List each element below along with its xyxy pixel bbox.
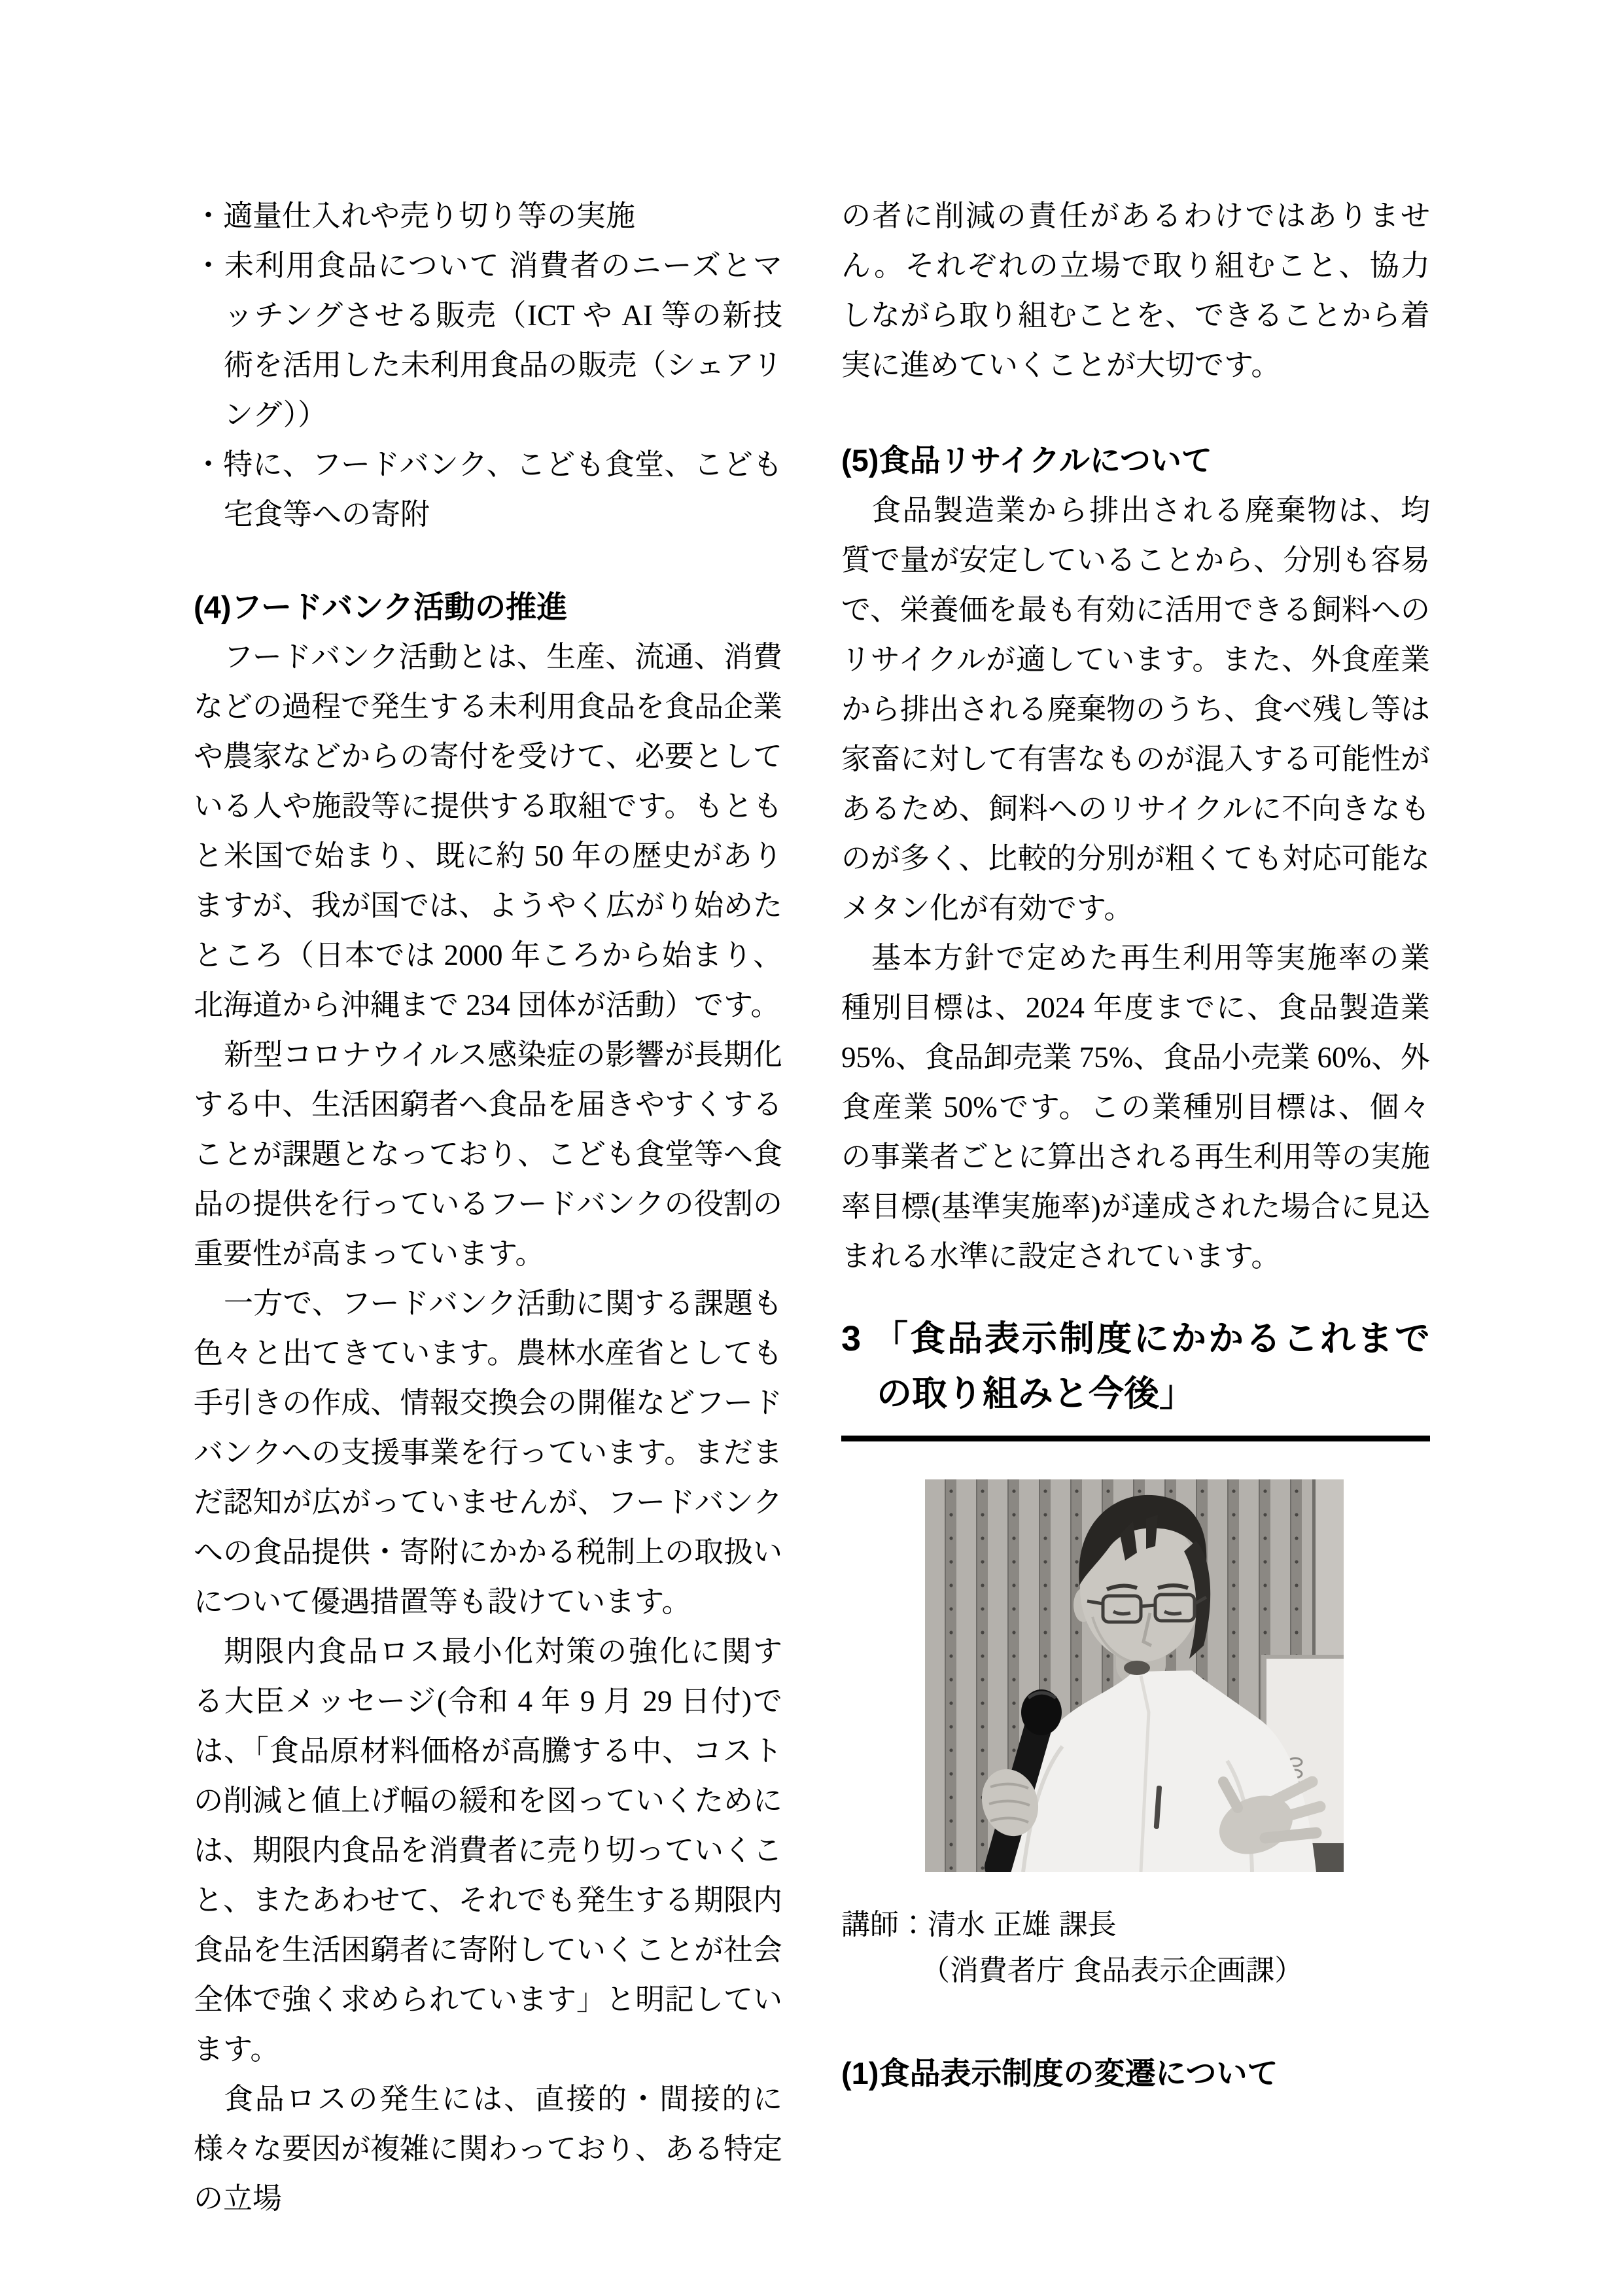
paragraph: 食品ロスの発生には、直接的・間接的に様々な要因が複雑に関わっており、ある特定の立場 (194, 2083, 782, 2215)
right-column (841, 191, 1430, 2098)
paragraph: フードバンク活動とは、生産、流通、消費などの過程で発生する未利用食品を食品企業や農家などからの寄付を受けて、必要としている人や施設等に提供する取組です。もともと米国で始まり、既に約 50 年の歴史がありますが、我が国では、ようやく広がり始めたところ（日本では 2000 年ころから始まり、北海道から沖縄まで 234 団体が活動）です。 (194, 641, 783, 1021)
list-item: ・未利用食品について 消費者のニーズとマッチングさせる販売（ICT や AI 等の新技術を活用した未利用食品の販売（シェアリング）） (194, 249, 782, 431)
paragraph-continuation: の者に削減の責任があるわけではありません。それぞれの立場で取り組むこと、協力しながら取り組むことを、できることから着実に進めていくことが大切です。 (841, 200, 1431, 381)
section-4-heading: (4)フードバンク活動の推進 (194, 590, 568, 624)
section-3-heading: 3 「食品表示制度にかかるこれまでの取り組みと今後」 (841, 1319, 1430, 1413)
paragraph: 期限内食品ロス最小化対策の強化に関する大臣メッセージ(令和 4 年 9 月 29 日付)では、「食品原材料価格が高騰する中、コストの削減と値上げ幅の緩和を図っていくためには、期限内食品を消費者に売り切っていくこと、またあわせて、それでも発生する期限内食品を生活困窮者に寄附していくことが社会全体で強く求められています」と明記しています。 (194, 1635, 783, 2066)
section-1-heading: (1)食品表示制度の変遷について (841, 2056, 1278, 2091)
section-divider (841, 1436, 1430, 1441)
section-5-heading: (5)食品リサイクルについて (841, 443, 1212, 478)
list-item: ・特に、フードバンク、こども食堂、こども宅食等への寄附 (194, 448, 782, 531)
paragraph: 新型コロナウイルス感染症の影響が長期化する中、生活困窮者へ食品を届きやすくすることが課題となっており、こども食堂等へ食品の提供を行っているフードバンクの役割の重要性が高まっています。 (194, 1038, 783, 1270)
left-column (194, 191, 782, 2223)
caption-lecturer: 講師：清水 正雄 課長 (841, 1909, 1117, 1941)
paragraph: 基本方針で定めた再生利用等実施率の業種別目標は、2024 年度までに、食品製造業 95%、食品卸売業 75%、食品小売業 60%、外食産業 50%です。この業種別目標は、個々の事業者ごとに算出される再生利用等の実施率目標(基準実施率)が達成された場合に見込まれる水準に設定されています。 (841, 942, 1431, 1273)
caption-affiliation: （消費者庁 食品表示企画課） (921, 1954, 1304, 1987)
paragraph: 食品製造業から排出される廃棄物は、均質で量が安定していることから、分別も容易で、栄養価を最も有効に活用できる飼料へのリサイクルが適しています。また、外食産業から排出される廃棄物のうち、食べ残し等は家畜に対して有害なものが混入する可能性があるため、飼料へのリサイクルに不向きなものが多く、比較的分別が粗くても対応可能なメタン化が有効です。 (841, 494, 1431, 925)
list-item: ・適量仕入れや売り切り等の実施 (194, 200, 636, 232)
paragraph: 一方で、フードバンク活動に関する課題も色々と出てきています。農林水産省としても手引きの作成、情報交換会の開催などフードバンクへの支援事業を行っています。まだまだ認知が広がっていませんが、フードバンクへの食品提供・寄附にかかる税制上の取扱いについて優遇措置等も設けています。 (194, 1287, 783, 1618)
photo-caption (841, 1902, 1430, 1994)
bullet-list (194, 191, 782, 539)
speaker-photo (925, 1479, 1344, 1872)
speaker-photo-illustration (925, 1479, 1344, 1872)
